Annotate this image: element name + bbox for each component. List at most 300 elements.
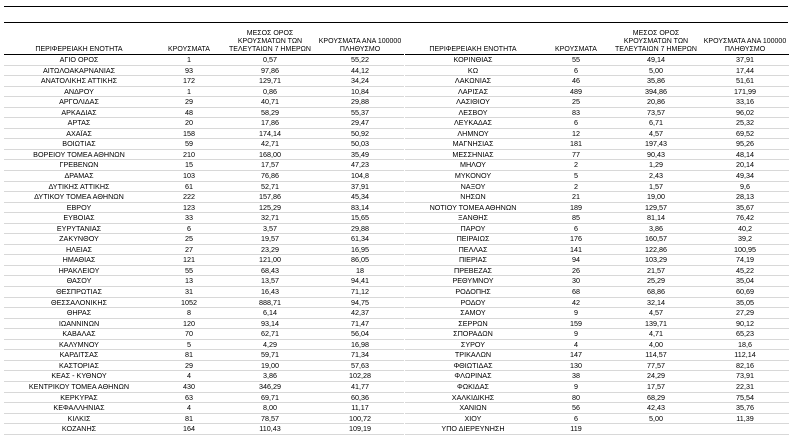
avg7-cell: 32,71 xyxy=(224,213,316,224)
avg7-cell: 2,43 xyxy=(611,171,701,182)
per100k-cell: 71,34 xyxy=(316,350,404,361)
cases-cell: 93 xyxy=(154,65,224,76)
per100k-cell: 45,22 xyxy=(701,265,789,276)
table-row xyxy=(405,360,789,371)
table-row xyxy=(4,318,404,329)
region-cell: ΓΡΕΒΕΝΩΝ xyxy=(4,160,154,171)
per100k-cell: 37,91 xyxy=(316,181,404,192)
table-row xyxy=(405,350,789,361)
cases-cell: 83 xyxy=(541,107,611,118)
per100k-cell: 171,99 xyxy=(701,86,789,97)
region-cell: ΠΕΙΡΑΙΩΣ xyxy=(405,234,541,245)
cases-cell: 4 xyxy=(154,371,224,382)
per100k-cell: 50,03 xyxy=(316,139,404,150)
per100k-cell: 71,47 xyxy=(316,318,404,329)
region-cell: ΚΑΛΥΜΝΟΥ xyxy=(4,339,154,350)
avg7-cell: 32,14 xyxy=(611,297,701,308)
cases-cell: 141 xyxy=(541,244,611,255)
region-cell: ΚΑΒΑΛΑΣ xyxy=(4,329,154,340)
table-row xyxy=(4,329,404,340)
per100k-cell: 75,54 xyxy=(701,392,789,403)
avg7-cell: 103,29 xyxy=(611,255,701,266)
table-row xyxy=(405,171,789,182)
per100k-cell: 109,19 xyxy=(316,424,404,435)
avg7-cell: 1,29 xyxy=(611,160,701,171)
cases-cell: 63 xyxy=(154,392,224,403)
per100k-cell: 94,75 xyxy=(316,297,404,308)
region-cell: ΠΡΕΒΕΖΑΣ xyxy=(405,265,541,276)
per100k-cell: 27,29 xyxy=(701,308,789,319)
cases-cell: 4 xyxy=(541,339,611,350)
table-row xyxy=(405,392,789,403)
region-cell: ΚΕΡΚΥΡΑΣ xyxy=(4,392,154,403)
table-row xyxy=(405,381,789,392)
region-cell: ΝΗΣΩΝ xyxy=(405,192,541,203)
avg7-cell: 110,43 xyxy=(224,424,316,435)
region-cell: ΑΓΙΟ ΟΡΟΣ xyxy=(4,55,154,66)
table-row xyxy=(4,413,404,424)
table-row xyxy=(405,403,789,414)
per100k-cell: 102,28 xyxy=(316,371,404,382)
header-row xyxy=(4,24,404,55)
avg7-cell: 5,00 xyxy=(611,413,701,424)
per100k-cell: 16,95 xyxy=(316,244,404,255)
avg7-cell: 6,14 xyxy=(224,308,316,319)
table-row xyxy=(405,128,789,139)
per100k-cell: 100,72 xyxy=(316,413,404,424)
region-cell: ΚΑΣΤΟΡΙΑΣ xyxy=(4,360,154,371)
region-cell: ΦΩΚΙΔΑΣ xyxy=(405,381,541,392)
region-cell: ΞΑΝΘΗΣ xyxy=(405,213,541,224)
cases-table-right xyxy=(405,24,789,435)
table-row xyxy=(4,350,404,361)
avg7-cell: 125,29 xyxy=(224,202,316,213)
cases-cell: 15 xyxy=(154,160,224,171)
table-row xyxy=(405,192,789,203)
avg7-cell: 21,57 xyxy=(611,265,701,276)
table-row xyxy=(4,181,404,192)
avg7-cell: 4,29 xyxy=(224,339,316,350)
avg7-cell: 3,86 xyxy=(224,371,316,382)
avg7-cell: 90,43 xyxy=(611,149,701,160)
cases-cell: 164 xyxy=(154,424,224,435)
per100k-cell: 51,61 xyxy=(701,76,789,87)
region-cell: ΘΗΡΑΣ xyxy=(4,308,154,319)
region-cell: ΡΟΔΟΠΗΣ xyxy=(405,287,541,298)
region-cell: ΠΙΕΡΙΑΣ xyxy=(405,255,541,266)
cases-cell: 46 xyxy=(541,76,611,87)
region-cell: ΧΑΝΙΩΝ xyxy=(405,403,541,414)
avg7-cell: 8,00 xyxy=(224,403,316,414)
per100k-cell: 9,6 xyxy=(701,181,789,192)
header-rule xyxy=(4,22,788,23)
table-row xyxy=(405,202,789,213)
table-row xyxy=(405,287,789,298)
per100k-cell: 83,14 xyxy=(316,202,404,213)
table-row xyxy=(4,192,404,203)
table-row xyxy=(405,213,789,224)
avg7-cell: 17,57 xyxy=(611,381,701,392)
cases-cell: 29 xyxy=(154,97,224,108)
region-cell: ΛΑΡΙΣΑΣ xyxy=(405,86,541,97)
avg7-cell: 121,00 xyxy=(224,255,316,266)
region-cell: ΣΑΜΟΥ xyxy=(405,308,541,319)
region-cell: ΕΒΡΟΥ xyxy=(4,202,154,213)
table-row xyxy=(405,86,789,97)
table-row xyxy=(4,308,404,319)
table-row xyxy=(4,160,404,171)
per100k-cell: 61,34 xyxy=(316,234,404,245)
region-cell: ΑΙΤΩΛΟΑΚΑΡΝΑΝΙΑΣ xyxy=(4,65,154,76)
region-cell: ΛΑΣΙΘΙΟΥ xyxy=(405,97,541,108)
per100k-cell: 69,52 xyxy=(701,128,789,139)
header-per100k: ΚΡΟΥΣΜΑΤΑ ΑΝΑ 100000 ΠΛΗΘΥΣΜΟ xyxy=(316,24,404,55)
avg7-cell: 129,71 xyxy=(224,76,316,87)
per100k-cell: 94,41 xyxy=(316,276,404,287)
per100k-cell: 29,88 xyxy=(316,97,404,108)
per100k-cell: 47,23 xyxy=(316,160,404,171)
cases-cell: 222 xyxy=(154,192,224,203)
per100k-cell: 73,91 xyxy=(701,371,789,382)
per100k-cell: 82,16 xyxy=(701,360,789,371)
cases-cell: 21 xyxy=(541,192,611,203)
cases-cell: 9 xyxy=(541,329,611,340)
header-per100k: ΚΡΟΥΣΜΑΤΑ ΑΝΑ 100000 ΠΛΗΘΥΣΜΟ xyxy=(701,24,789,55)
cases-cell: 176 xyxy=(541,234,611,245)
cases-cell: 181 xyxy=(541,139,611,150)
avg7-cell: 157,86 xyxy=(224,192,316,203)
header-avg7: ΜΕΣΟΣ ΟΡΟΣ ΚΡΟΥΣΜΑΤΩΝ ΤΩΝ ΤΕΛΕΥΤΑΙΩΝ 7 ΗΜΕΡΩΝ xyxy=(224,24,316,55)
per100k-cell: 35,04 xyxy=(701,276,789,287)
table-row xyxy=(4,118,404,129)
region-cell: ΑΡΓΟΛΙΔΑΣ xyxy=(4,97,154,108)
table-row xyxy=(4,371,404,382)
avg7-cell: 19,00 xyxy=(224,360,316,371)
avg7-cell: 23,29 xyxy=(224,244,316,255)
avg7-cell: 24,29 xyxy=(611,371,701,382)
cases-cell: 26 xyxy=(541,265,611,276)
table-row xyxy=(405,371,789,382)
avg7-cell: 49,14 xyxy=(611,55,701,66)
table-row xyxy=(4,76,404,87)
table-row xyxy=(405,318,789,329)
region-cell: ΣΥΡΟΥ xyxy=(405,339,541,350)
table-row xyxy=(405,255,789,266)
table-row xyxy=(4,381,404,392)
table-row xyxy=(4,424,404,435)
avg7-cell: 76,86 xyxy=(224,171,316,182)
avg7-cell: 129,57 xyxy=(611,202,701,213)
cases-cell: 147 xyxy=(541,350,611,361)
table-row xyxy=(4,265,404,276)
avg7-cell: 73,57 xyxy=(611,107,701,118)
region-cell: ΕΥΡΥΤΑΝΙΑΣ xyxy=(4,223,154,234)
cases-cell: 8 xyxy=(154,308,224,319)
avg7-cell: 68,86 xyxy=(611,287,701,298)
per100k-cell: 11,17 xyxy=(316,403,404,414)
per100k-cell: 60,69 xyxy=(701,287,789,298)
avg7-cell: 93,14 xyxy=(224,318,316,329)
cases-cell: 25 xyxy=(541,97,611,108)
table-row xyxy=(405,339,789,350)
table-row xyxy=(4,86,404,97)
cases-cell: 130 xyxy=(541,360,611,371)
per100k-cell: 48,14 xyxy=(701,149,789,160)
avg7-cell: 19,00 xyxy=(611,192,701,203)
table-row xyxy=(405,149,789,160)
table-row xyxy=(405,244,789,255)
avg7-cell: 4,00 xyxy=(611,339,701,350)
per100k-cell: 18 xyxy=(316,265,404,276)
region-cell: ΦΘΙΩΤΙΔΑΣ xyxy=(405,360,541,371)
table-row xyxy=(4,234,404,245)
avg7-cell: 59,71 xyxy=(224,350,316,361)
region-cell: ΧΙΟΥ xyxy=(405,413,541,424)
region-cell: ΗΡΑΚΛΕΙΟΥ xyxy=(4,265,154,276)
per100k-cell: 71,12 xyxy=(316,287,404,298)
table-row xyxy=(405,308,789,319)
per100k-cell: 55,22 xyxy=(316,55,404,66)
region-cell: ΚΕΦΑΛΛΗΝΙΑΣ xyxy=(4,403,154,414)
per100k-cell: 42,37 xyxy=(316,308,404,319)
per100k-cell: 20,14 xyxy=(701,160,789,171)
cases-cell: 4 xyxy=(154,403,224,414)
avg7-cell: 68,29 xyxy=(611,392,701,403)
table-row xyxy=(405,234,789,245)
avg7-cell: 17,57 xyxy=(224,160,316,171)
cases-cell: 119 xyxy=(541,424,611,435)
table-row xyxy=(405,107,789,118)
cases-cell: 42 xyxy=(541,297,611,308)
avg7-cell: 19,57 xyxy=(224,234,316,245)
avg7-cell: 346,29 xyxy=(224,381,316,392)
avg7-cell: 114,57 xyxy=(611,350,701,361)
per100k-cell: 57,63 xyxy=(316,360,404,371)
avg7-cell: 17,86 xyxy=(224,118,316,129)
cases-cell: 430 xyxy=(154,381,224,392)
table-row xyxy=(4,171,404,182)
region-cell: ΒΟΡΕΙΟΥ ΤΟΜΕΑ ΑΘΗΝΩΝ xyxy=(4,149,154,160)
cases-cell: 1052 xyxy=(154,297,224,308)
table-row xyxy=(405,413,789,424)
cases-cell: 29 xyxy=(154,360,224,371)
cases-cell: 70 xyxy=(154,329,224,340)
table-row xyxy=(405,160,789,171)
table-row xyxy=(4,223,404,234)
region-cell: ΤΡΙΚΑΛΩΝ xyxy=(405,350,541,361)
cases-cell: 68 xyxy=(541,287,611,298)
cases-cell: 61 xyxy=(154,181,224,192)
per100k-cell: 29,88 xyxy=(316,223,404,234)
per100k-cell: 60,36 xyxy=(316,392,404,403)
per100k-cell: 104,8 xyxy=(316,171,404,182)
avg7-cell: 0,86 xyxy=(224,86,316,97)
header-cases: ΚΡΟΥΣΜΑΤΑ xyxy=(541,24,611,55)
per100k-cell: 17,44 xyxy=(701,65,789,76)
table-row xyxy=(405,223,789,234)
region-cell: ΔΡΑΜΑΣ xyxy=(4,171,154,182)
per100k-cell: 33,16 xyxy=(701,97,789,108)
region-cell: ΕΥΒΟΙΑΣ xyxy=(4,213,154,224)
avg7-cell xyxy=(611,424,701,435)
avg7-cell: 81,14 xyxy=(611,213,701,224)
table-row xyxy=(4,276,404,287)
per100k-cell: 35,67 xyxy=(701,202,789,213)
region-cell: ΣΠΟΡΑΔΩΝ xyxy=(405,329,541,340)
region-cell: ΧΑΛΚΙΔΙΚΗΣ xyxy=(405,392,541,403)
table-row xyxy=(4,287,404,298)
region-cell: ΚΩ xyxy=(405,65,541,76)
avg7-cell: 42,43 xyxy=(611,403,701,414)
cases-cell: 20 xyxy=(154,118,224,129)
cases-cell: 123 xyxy=(154,202,224,213)
per100k-cell: 41,77 xyxy=(316,381,404,392)
cases-table-left xyxy=(4,24,404,435)
table-row xyxy=(4,55,404,66)
cases-cell: 38 xyxy=(541,371,611,382)
cases-cell: 85 xyxy=(541,213,611,224)
avg7-cell: 174,14 xyxy=(224,128,316,139)
avg7-cell: 888,71 xyxy=(224,297,316,308)
avg7-cell: 42,71 xyxy=(224,139,316,150)
region-cell: ΑΝΔΡΟΥ xyxy=(4,86,154,97)
per100k-cell: 76,42 xyxy=(701,213,789,224)
per100k-cell: 74,19 xyxy=(701,255,789,266)
cases-cell: 6 xyxy=(541,118,611,129)
region-cell: ΠΕΛΛΑΣ xyxy=(405,244,541,255)
avg7-cell: 68,43 xyxy=(224,265,316,276)
avg7-cell: 97,86 xyxy=(224,65,316,76)
region-cell: ΚΑΡΔΙΤΣΑΣ xyxy=(4,350,154,361)
avg7-cell: 394,86 xyxy=(611,86,701,97)
table-row xyxy=(405,265,789,276)
cases-cell: 6 xyxy=(541,413,611,424)
table-row xyxy=(4,97,404,108)
region-cell: ΔΥΤΙΚΟΥ ΤΟΜΕΑ ΑΘΗΝΩΝ xyxy=(4,192,154,203)
cases-cell: 103 xyxy=(154,171,224,182)
header-region: ΠΕΡΙΦΕΡΕΙΑΚΗ ΕΝΟΤΗΤΑ xyxy=(4,24,154,55)
region-cell: ΗΛΕΙΑΣ xyxy=(4,244,154,255)
avg7-cell: 52,71 xyxy=(224,181,316,192)
cases-cell: 1 xyxy=(154,55,224,66)
per100k-cell: 65,23 xyxy=(701,329,789,340)
table-row xyxy=(4,255,404,266)
cases-cell: 55 xyxy=(541,55,611,66)
avg7-cell: 6,71 xyxy=(611,118,701,129)
per100k-cell: 28,13 xyxy=(701,192,789,203)
table-row xyxy=(405,118,789,129)
avg7-cell: 4,71 xyxy=(611,329,701,340)
region-cell: ΜΑΓΝΗΣΙΑΣ xyxy=(405,139,541,150)
per100k-cell: 96,02 xyxy=(701,107,789,118)
per100k-cell: 39,2 xyxy=(701,234,789,245)
region-cell: ΖΑΚΥΝΘΟΥ xyxy=(4,234,154,245)
header-cases: ΚΡΟΥΣΜΑΤΑ xyxy=(154,24,224,55)
cases-cell: 31 xyxy=(154,287,224,298)
cases-cell: 13 xyxy=(154,276,224,287)
per100k-cell: 50,92 xyxy=(316,128,404,139)
cases-cell: 30 xyxy=(541,276,611,287)
table-row xyxy=(405,76,789,87)
per100k-cell xyxy=(701,424,789,435)
cases-cell: 120 xyxy=(154,318,224,329)
region-cell: ΑΡΤΑΣ xyxy=(4,118,154,129)
avg7-cell: 20,86 xyxy=(611,97,701,108)
avg7-cell: 5,00 xyxy=(611,65,701,76)
region-cell: ΛΑΚΩΝΙΑΣ xyxy=(405,76,541,87)
cases-cell: 6 xyxy=(541,223,611,234)
per100k-cell: 35,49 xyxy=(316,149,404,160)
avg7-cell: 77,57 xyxy=(611,360,701,371)
cases-cell: 9 xyxy=(541,381,611,392)
avg7-cell: 40,71 xyxy=(224,97,316,108)
avg7-cell: 139,71 xyxy=(611,318,701,329)
region-cell: ΡΟΔΟΥ xyxy=(405,297,541,308)
cases-cell: 158 xyxy=(154,128,224,139)
cases-cell: 5 xyxy=(154,339,224,350)
region-cell: ΛΕΥΚΑΔΑΣ xyxy=(405,118,541,129)
region-cell: ΚΟΡΙΝΘΙΑΣ xyxy=(405,55,541,66)
cases-cell: 12 xyxy=(541,128,611,139)
cases-cell: 56 xyxy=(541,403,611,414)
cases-cell: 48 xyxy=(154,107,224,118)
cases-cell: 159 xyxy=(541,318,611,329)
cases-cell: 9 xyxy=(541,308,611,319)
cases-cell: 59 xyxy=(154,139,224,150)
table-row xyxy=(405,55,789,66)
per100k-cell: 35,05 xyxy=(701,297,789,308)
per100k-cell: 18,6 xyxy=(701,339,789,350)
cases-cell: 172 xyxy=(154,76,224,87)
region-cell: ΜΕΣΣΗΝΙΑΣ xyxy=(405,149,541,160)
cases-cell: 121 xyxy=(154,255,224,266)
region-cell: ΑΝΑΤΟΛΙΚΗΣ ΑΤΤΙΚΗΣ xyxy=(4,76,154,87)
avg7-cell: 35,86 xyxy=(611,76,701,87)
cases-cell: 5 xyxy=(541,171,611,182)
top-rule xyxy=(4,6,788,7)
table-row xyxy=(4,403,404,414)
table-row xyxy=(405,424,789,435)
region-cell: ΚΟΖΑΝΗΣ xyxy=(4,424,154,435)
per100k-cell: 45,34 xyxy=(316,192,404,203)
region-cell: ΑΧΑΪΑΣ xyxy=(4,128,154,139)
table-row xyxy=(405,329,789,340)
cases-cell: 80 xyxy=(541,392,611,403)
avg7-cell: 168,00 xyxy=(224,149,316,160)
cases-cell: 489 xyxy=(541,86,611,97)
avg7-cell: 4,57 xyxy=(611,128,701,139)
cases-cell: 33 xyxy=(154,213,224,224)
table-row xyxy=(405,97,789,108)
table-row xyxy=(4,392,404,403)
cases-cell: 94 xyxy=(541,255,611,266)
region-cell: ΛΕΣΒΟΥ xyxy=(405,107,541,118)
per100k-cell: 100,95 xyxy=(701,244,789,255)
avg7-cell: 78,57 xyxy=(224,413,316,424)
cases-cell: 210 xyxy=(154,149,224,160)
per100k-cell: 11,39 xyxy=(701,413,789,424)
region-cell: ΣΕΡΡΩΝ xyxy=(405,318,541,329)
table-row xyxy=(4,65,404,76)
per100k-cell: 90,12 xyxy=(701,318,789,329)
cases-cell: 25 xyxy=(154,234,224,245)
table-row xyxy=(4,297,404,308)
region-cell: ΚΕΝΤΡΙΚΟΥ ΤΟΜΕΑ ΑΘΗΝΩΝ xyxy=(4,381,154,392)
table-row xyxy=(4,128,404,139)
avg7-cell: 3,57 xyxy=(224,223,316,234)
avg7-cell: 3,86 xyxy=(611,223,701,234)
table-row xyxy=(4,339,404,350)
